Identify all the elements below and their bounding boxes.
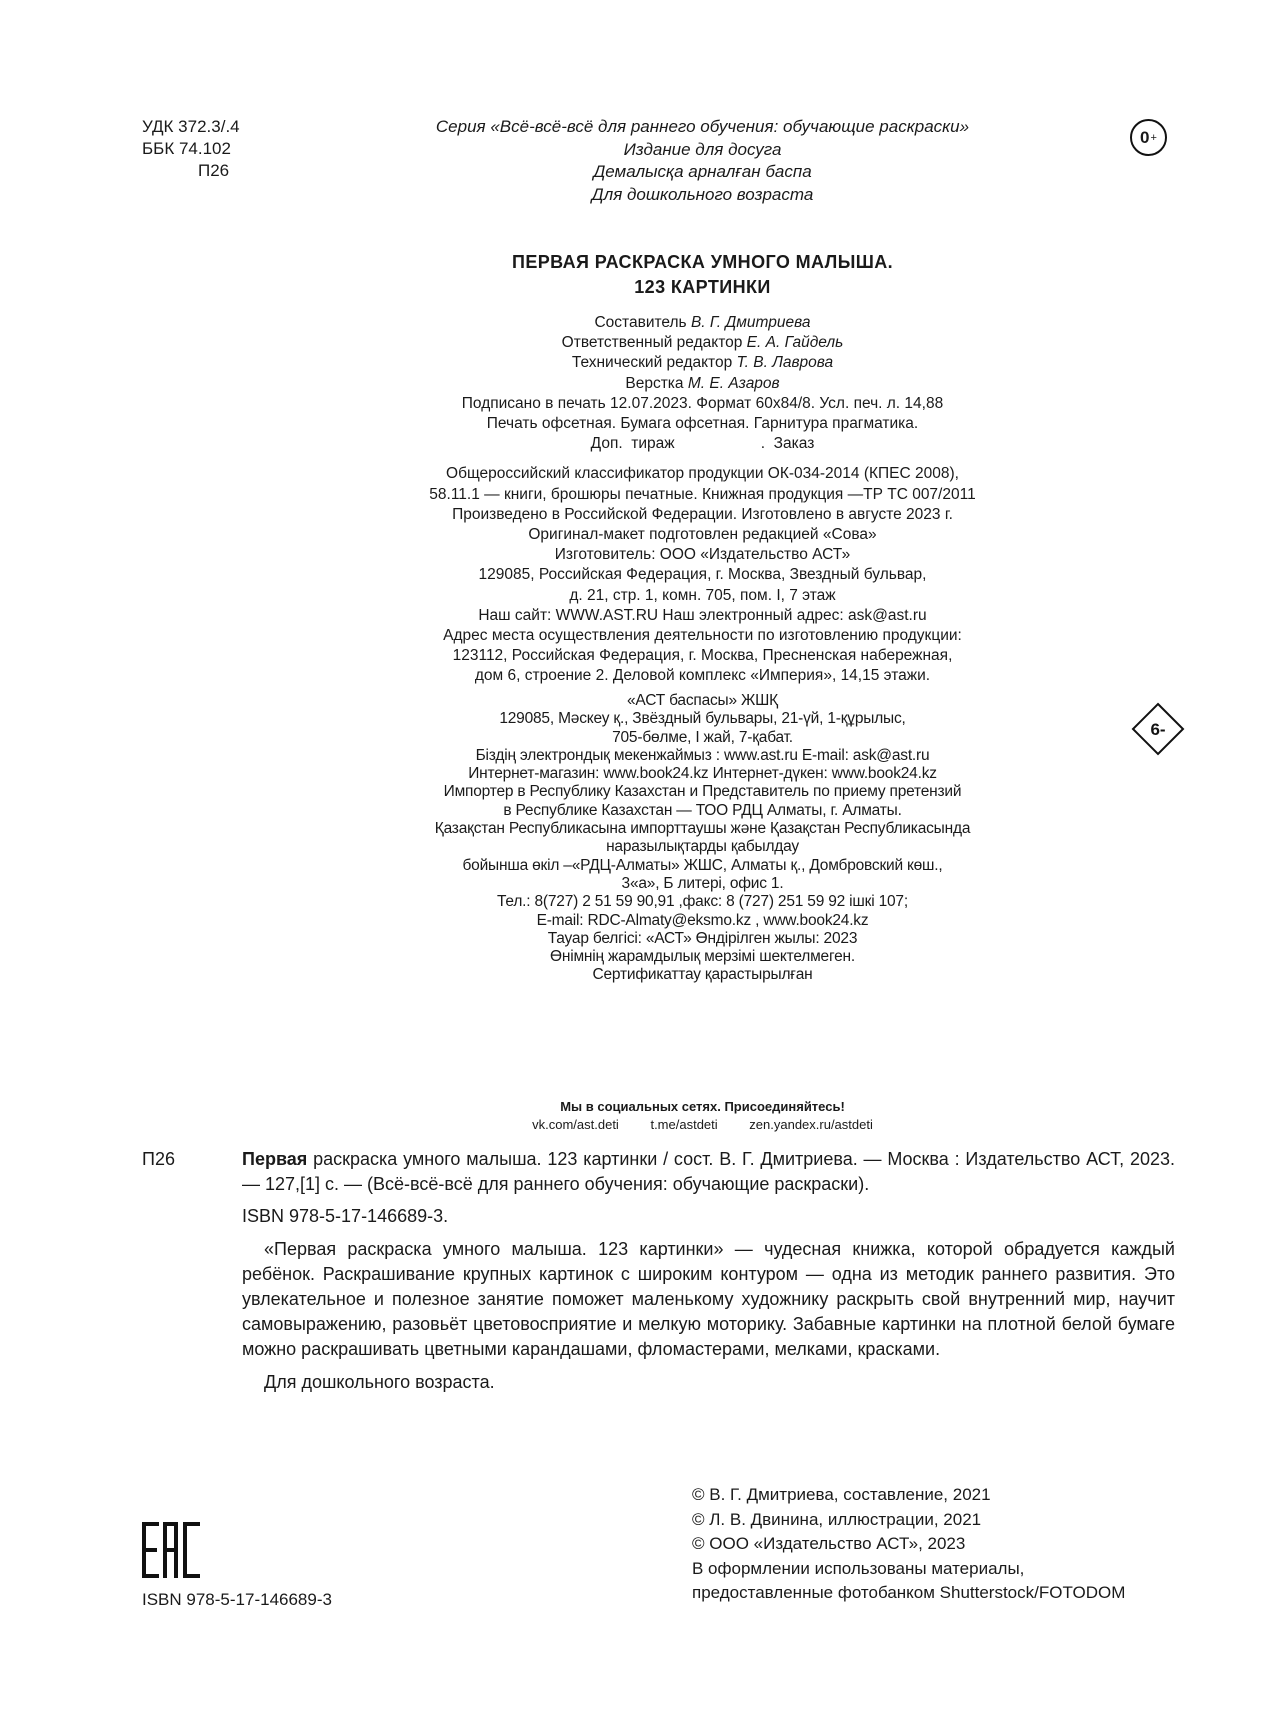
kz-line: Сертификаттау қарастырылған (592, 966, 813, 984)
leisure-edition-kz: Демалысқа арналған баспа (593, 162, 812, 181)
age-group: Для дошкольного возраста (591, 184, 814, 204)
eac-logo-icon (142, 1522, 200, 1578)
kz-line: 129085, Мәскеу қ., Звёздный бульвары, 21-үй, 1-құрылыс, (499, 710, 906, 728)
kz-line: Өнімнің жарамдылық мерзімі шектелмеген. (550, 948, 855, 966)
social-link-zen[interactable]: zen.yandex.ru/astdeti (749, 1117, 873, 1132)
social-heading: Мы в социальных сетях. Присоединяйтесь! (560, 1099, 845, 1114)
credit-tech-editor: Технический редактор Т. В. Лаврова (571, 354, 834, 372)
age-rating-kz-icon (1131, 702, 1185, 756)
classifier-line: 123112, Российская Федерация, г. Москва, Пресненская набережная, (452, 647, 953, 665)
series-line: Серия «Всё-всё-всё для раннего обучения: обучающие раскраски» (435, 117, 970, 136)
social-block (330, 1098, 1075, 1134)
kz-line: 3«а», Б литері, офис 1. (621, 874, 784, 892)
udk-line: УДК 372.3/.4 (142, 117, 240, 136)
copyright-line: © В. Г. Дмитриева, составление, 2021 (692, 1485, 991, 1504)
catalog-annotation: «Первая раскраска умного малыша. 123 картинки» — чудесная книжка, которой обрадуется каждый ребёнок. Раскрашивание крупных картинок с широким контуром — одна из методик раннего развития. Это увлекательное и полезное занятие поможет маленькому художнику раскрыть свой внутренний мир, научит самовыражению, разовьёт цветовосприятие и мелкую моторику. Забавные картинки на плотной белой бумаге можно раскрашивать цветными карандашами, фломастерами, мелками, красками. (242, 1238, 1175, 1360)
print-info-2: Печать офсетная. Бумага офсетная. Гарнитура прагматика. (486, 415, 919, 433)
social-links (330, 1116, 1075, 1134)
kz-line: бойынша өкіл –«РДЦ-Алматы» ЖШС, Алматы қ., Домбровский көш., (462, 856, 943, 874)
kz-line: в Республике Казахстан — ТОО РДЦ Алматы, г. Алматы. (503, 801, 902, 819)
kz-line: Біздің электрондық мекенжаймыз : www.ast.ru E-mail: ask@ast.ru (475, 746, 930, 764)
bbk-line: ББК 74.102 (142, 139, 231, 158)
catalog-isbn: ISBN 978-5-17-146689-3. (242, 1206, 449, 1227)
age-rating-value: 0 (1140, 127, 1150, 147)
author-mark: П26 (198, 161, 230, 180)
kz-line: 705-бөлме, I жай, 7-қабат. (612, 728, 793, 746)
book-title-line-2: 123 КАРТИНКИ (634, 277, 771, 297)
classifier-line: 58.11.1 — книги, брошюры печатные. Книжная продукция —ТР ТС 007/2011 (429, 485, 976, 503)
isbn-bottom: ISBN 978-5-17-146689-3 (142, 1590, 332, 1609)
book-title (330, 250, 1075, 300)
kz-line: Интернет-магазин: www.book24.kz Интернет-дүкен: www.book24.kz (468, 765, 937, 783)
catalog-card (142, 1147, 1175, 1395)
copyright-line: предоставленные фотобанком Shutterstock/FOTODOM (692, 1583, 1126, 1602)
book-title-line-1: ПЕРВАЯ РАСКРАСКА УМНОГО МАЛЫША. (511, 252, 894, 272)
age-rating-kz-value: 6- (1150, 720, 1166, 739)
classifier-line: 129085, Российская Федерация, г. Москва, Звездный бульвар, (478, 566, 927, 584)
classifier-line: Изготовитель: ООО «Издательство АСТ» (554, 546, 851, 564)
kz-line: наразылықтарды қабылдау (606, 838, 799, 856)
print-info-3: Доп. тираж . Заказ (590, 435, 815, 453)
kz-line: Қазақстан Республикасына импорттаушы және Қазақстан Республикасында (434, 820, 971, 838)
print-info-1: Подписано в печать 12.07.2023. Формат 60x84/8. Усл. печ. л. 14,88 (461, 394, 944, 412)
catalog-age: Для дошкольного возраста. (264, 1371, 495, 1392)
credit-compiler: Составитель В. Г. Дмитриева (594, 314, 811, 331)
leisure-edition: Издание для досуга (623, 139, 782, 159)
kz-line: «АСТ баспасы» ЖШҚ (627, 692, 778, 709)
udk-bbk-block (142, 116, 240, 182)
imprint-block (330, 313, 1075, 687)
kz-line: E-mail: RDC-Almaty@eksmo.kz , www.book24.kz (536, 911, 869, 929)
kz-line: Тел.: 8(727) 2 51 59 90,91 ,факс: 8 (727) 251 59 92 ішкі 107; (497, 893, 908, 911)
classifier-line: Общероссийский классификатор продукции ОК-034-2014 (КПЕС 2008), (446, 465, 959, 483)
copyright-line: В оформлении использованы материалы, (692, 1558, 1025, 1578)
classifier-line: Произведено в Российской Федерации. Изготовлено в августе 2023 г. (452, 505, 953, 523)
age-rating-icon (1130, 119, 1167, 156)
kz-line: Импортер в Республику Казахстан и Представитель по приему претензий (443, 783, 962, 801)
age-rating-plus: + (1150, 131, 1157, 144)
kz-line: Тауар белгісі: «АСТ» Өндірілген жылы: 2023 (547, 929, 858, 947)
copyright-line: © Л. В. Двинина, иллюстрации, 2021 (692, 1509, 982, 1529)
credit-layout: Верстка М. Е. Азаров (625, 374, 780, 392)
catalog-entry: Первая раскраска умного малыша. 123 картинки / сост. В. Г. Дмитриева. — Москва : Издательство АСТ, 2023. — 127,[1] с. — (Всё-всё-всё для раннего обучения: обучающие раскраски). (242, 1149, 1175, 1195)
credit-editor: Ответственный редактор Е. А. Гайдель (561, 334, 844, 352)
classifier-line: д. 21, стр. 1, комн. 705, пом. I, 7 этаж (569, 586, 836, 604)
social-link-telegram[interactable]: t.me/astdeti (650, 1117, 718, 1132)
classifier-line: Адрес места осуществления деятельности по изготовлению продукции: (443, 627, 962, 645)
copyright-line: © ООО «Издательство АСТ», 2023 (692, 1534, 966, 1553)
classifier-line: дом 6, строение 2. Деловой комплекс «Империя», 14,15 этажи. (474, 667, 931, 685)
classifier-line: Оригинал-макет подготовлен редакцией «Сова» (528, 526, 877, 544)
classifier-line: Наш сайт: WWW.AST.RU Наш электронный адрес: ask@ast.ru (478, 606, 927, 624)
kazakh-block (330, 692, 1075, 985)
social-link-vk[interactable]: vk.com/ast.deti (532, 1117, 619, 1132)
copyright-block (692, 1483, 1125, 1606)
catalog-entry-bold: Первая (242, 1149, 308, 1169)
series-block (330, 116, 1075, 206)
catalog-code: П26 (142, 1149, 175, 1169)
